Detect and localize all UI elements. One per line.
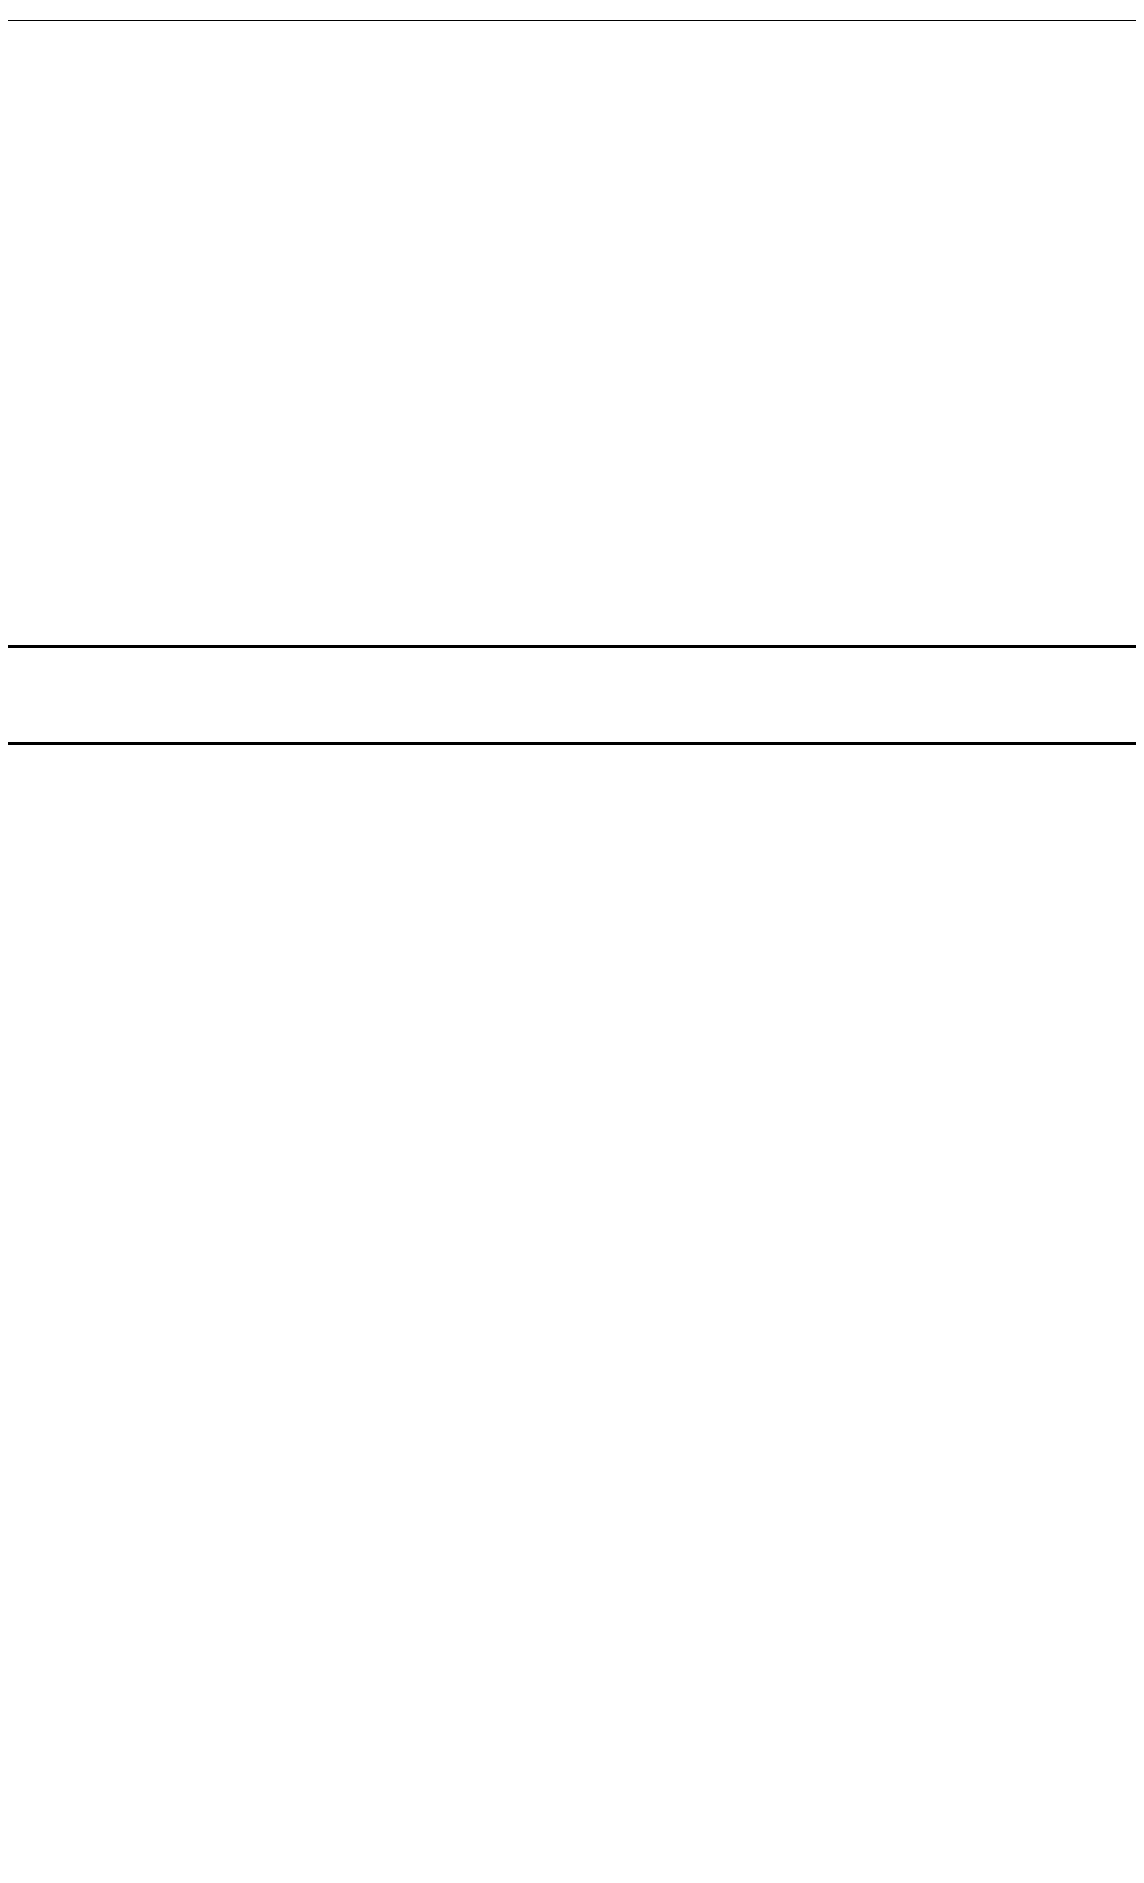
classified-top-section (8, 22, 1136, 642)
page-header (8, 4, 1136, 21)
home-service-guide-banner (8, 645, 1136, 745)
service-guide-section (8, 748, 1136, 1878)
